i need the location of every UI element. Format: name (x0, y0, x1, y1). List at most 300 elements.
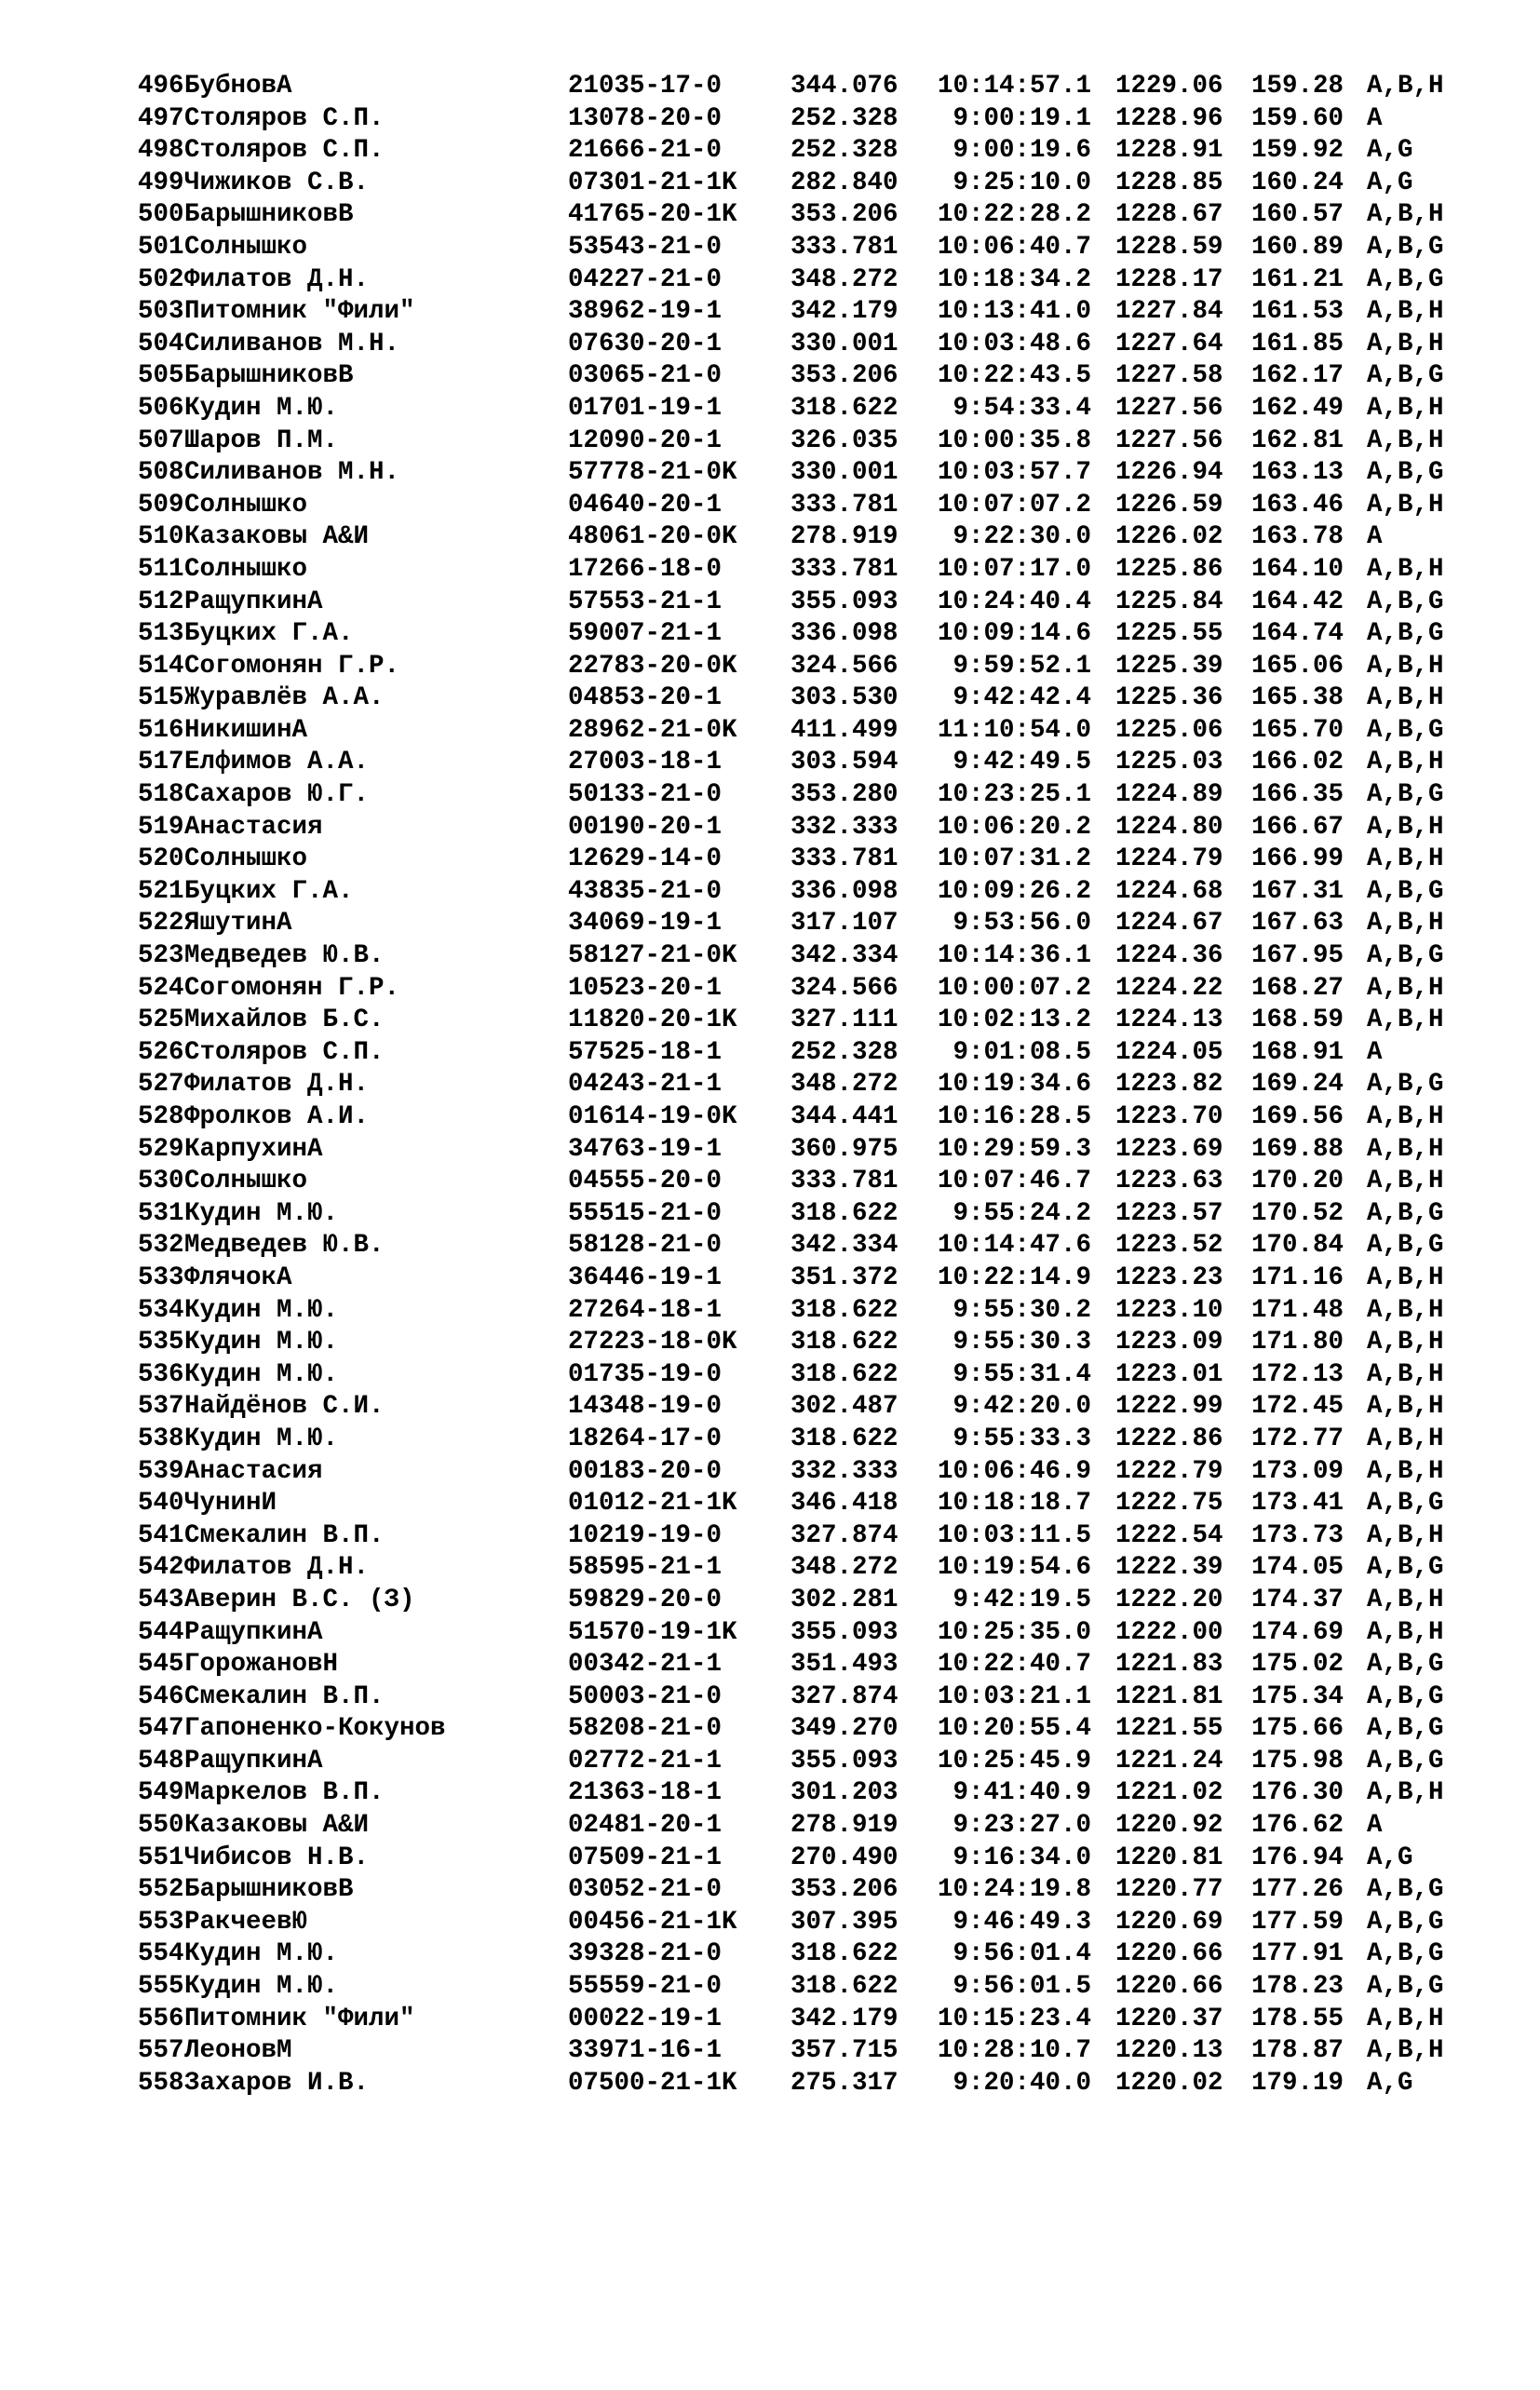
coefficient: 171.48 (1251, 1295, 1344, 1325)
class-codes: A,B,G (1367, 232, 1444, 262)
speed: 1220.77 (1115, 1875, 1223, 1905)
class-codes: A,B,H (1367, 2004, 1444, 2033)
coefficient: 173.73 (1251, 1520, 1344, 1550)
distance: 327.874 (790, 1520, 898, 1550)
table-row (138, 1037, 1383, 1070)
owner-name: Кудин М.Ю. (184, 1972, 339, 2002)
distance: 336.098 (790, 619, 898, 649)
arrival-time: 10:24:19.8 (937, 1875, 1091, 1905)
table-row (138, 682, 1444, 715)
ring-number: 59007-21-1 (568, 619, 723, 649)
owner-name: Солнышко (184, 554, 308, 584)
speed: 1227.84 (1115, 297, 1223, 327)
speed: 1220.66 (1115, 1939, 1223, 1969)
ring-number: 58127-21-0K (568, 941, 737, 971)
owner-name: Аверин В.С. (З) (184, 1585, 415, 1614)
class-codes: A,G (1367, 2068, 1413, 2098)
place-number: 532 (138, 1231, 184, 1261)
arrival-time: 10:19:34.6 (937, 1070, 1091, 1100)
table-row (138, 1456, 1444, 1489)
speed: 1222.99 (1115, 1392, 1223, 1422)
owner-name: Кудин М.Ю. (184, 1295, 339, 1325)
coefficient: 171.80 (1251, 1328, 1344, 1357)
table-row (138, 779, 1444, 812)
table-row (138, 199, 1444, 232)
table-row (138, 2035, 1444, 2068)
table-row (138, 940, 1444, 973)
class-codes: A,B,H (1367, 844, 1444, 874)
arrival-time: 10:03:48.6 (937, 329, 1091, 358)
class-codes: A,G (1367, 168, 1413, 197)
class-codes: A,B,H (1367, 1778, 1444, 1808)
class-codes: A,B,H (1367, 554, 1444, 584)
class-codes: A,B,H (1367, 1134, 1444, 1164)
place-number: 511 (138, 554, 184, 584)
ring-number: 10219-19-0 (568, 1520, 723, 1550)
table-row (138, 1520, 1444, 1553)
owner-name: Кудин М.Ю. (184, 1198, 339, 1228)
table-row (138, 1874, 1444, 1907)
place-number: 509 (138, 490, 184, 520)
owner-name: Филатов Д.Н. (184, 1553, 370, 1583)
ring-number: 00190-20-1 (568, 812, 723, 842)
coefficient: 176.94 (1251, 1843, 1344, 1872)
table-row (138, 1198, 1444, 1231)
coefficient: 177.59 (1251, 1907, 1344, 1937)
distance: 318.622 (790, 1328, 898, 1357)
owner-name: Кудин М.Ю. (184, 1359, 339, 1389)
owner-name: БубновА (184, 72, 292, 101)
arrival-time: 10:15:23.4 (937, 2004, 1091, 2033)
arrival-time: 9:42:19.5 (952, 1585, 1091, 1614)
ring-number: 18264-17-0 (568, 1424, 723, 1453)
speed: 1220.13 (1115, 2036, 1223, 2066)
table-row (138, 1713, 1444, 1746)
class-codes: A (1367, 1037, 1383, 1067)
owner-name: Солнышко (184, 1167, 308, 1196)
place-number: 529 (138, 1134, 184, 1164)
class-codes: A,B,G (1367, 1650, 1444, 1680)
distance: 411.499 (790, 715, 898, 745)
distance: 346.418 (790, 1489, 898, 1519)
arrival-time: 9:42:42.4 (952, 683, 1091, 713)
class-codes: A (1367, 103, 1383, 133)
speed: 1227.56 (1115, 425, 1223, 455)
speed: 1228.91 (1115, 136, 1223, 166)
coefficient: 174.69 (1251, 1617, 1344, 1647)
table-row (138, 329, 1444, 361)
place-number: 514 (138, 651, 184, 681)
distance: 360.975 (790, 1134, 898, 1164)
coefficient: 163.78 (1251, 522, 1344, 552)
arrival-time: 9:56:01.5 (952, 1972, 1091, 2002)
speed: 1222.00 (1115, 1617, 1223, 1647)
ring-number: 03052-21-0 (568, 1875, 723, 1905)
arrival-time: 10:25:35.0 (937, 1617, 1091, 1647)
class-codes: A,B,H (1367, 2036, 1444, 2066)
distance: 303.530 (790, 683, 898, 713)
speed: 1228.59 (1115, 232, 1223, 262)
ring-number: 13078-20-0 (568, 103, 723, 133)
class-codes: A,B,H (1367, 748, 1444, 777)
owner-name: Солнышко (184, 490, 308, 520)
ring-number: 17266-18-0 (568, 554, 723, 584)
class-codes: A,B,H (1367, 1328, 1444, 1357)
speed: 1225.55 (1115, 619, 1223, 649)
speed: 1228.17 (1115, 264, 1223, 294)
table-row (138, 71, 1444, 103)
distance: 344.441 (790, 1102, 898, 1131)
distance: 353.206 (790, 200, 898, 230)
table-row (138, 715, 1444, 748)
table-row (138, 618, 1444, 651)
distance: 275.317 (790, 2068, 898, 2098)
speed: 1220.92 (1115, 1811, 1223, 1841)
ring-number: 12090-20-1 (568, 425, 723, 455)
place-number: 500 (138, 200, 184, 230)
arrival-time: 9:41:40.9 (952, 1778, 1091, 1808)
owner-name: РащупкинА (184, 1746, 323, 1776)
speed: 1228.96 (1115, 103, 1223, 133)
owner-name: Журавлёв А.А. (184, 683, 385, 713)
place-number: 535 (138, 1328, 184, 1357)
class-codes: A,B,H (1367, 297, 1444, 327)
table-row (138, 360, 1444, 393)
place-number: 530 (138, 1167, 184, 1196)
distance: 332.333 (790, 1456, 898, 1486)
distance: 327.111 (790, 1006, 898, 1035)
place-number: 540 (138, 1489, 184, 1519)
owner-name: Найдёнов С.И. (184, 1392, 385, 1422)
arrival-time: 10:22:14.9 (937, 1263, 1091, 1292)
distance: 278.919 (790, 1811, 898, 1841)
owner-name: Солнышко (184, 232, 308, 262)
class-codes: A,B,G (1367, 780, 1444, 810)
class-codes: A,B,H (1367, 1295, 1444, 1325)
distance: 252.328 (790, 103, 898, 133)
distance: 301.203 (790, 1778, 898, 1808)
ring-number: 33971-16-1 (568, 2036, 723, 2066)
owner-name: Михайлов Б.С. (184, 1006, 385, 1035)
owner-name: НикишинА (184, 715, 308, 745)
coefficient: 175.98 (1251, 1746, 1344, 1776)
coefficient: 177.26 (1251, 1875, 1344, 1905)
owner-name: Столяров С.П. (184, 1037, 385, 1067)
ring-number: 01735-19-0 (568, 1359, 723, 1389)
table-row (138, 1681, 1444, 1714)
distance: 318.622 (790, 1295, 898, 1325)
coefficient: 161.21 (1251, 264, 1344, 294)
owner-name: Кудин М.Ю. (184, 1424, 339, 1453)
speed: 1225.06 (1115, 715, 1223, 745)
table-row (138, 1295, 1444, 1328)
class-codes: A,B,H (1367, 329, 1444, 358)
ring-number: 04227-21-0 (568, 264, 723, 294)
class-codes: A,B,H (1367, 1006, 1444, 1035)
place-number: 501 (138, 232, 184, 262)
arrival-time: 9:00:19.6 (952, 136, 1091, 166)
arrival-time: 9:59:52.1 (952, 651, 1091, 681)
class-codes: A,B,H (1367, 1392, 1444, 1422)
coefficient: 165.06 (1251, 651, 1344, 681)
arrival-time: 9:42:20.0 (952, 1392, 1091, 1422)
place-number: 506 (138, 393, 184, 423)
class-codes: A,G (1367, 136, 1413, 166)
class-codes: A,B,H (1367, 651, 1444, 681)
place-number: 525 (138, 1006, 184, 1035)
speed: 1220.81 (1115, 1843, 1223, 1872)
place-number: 524 (138, 973, 184, 1003)
coefficient: 160.89 (1251, 232, 1344, 262)
distance: 333.781 (790, 490, 898, 520)
arrival-time: 10:02:13.2 (937, 1006, 1091, 1035)
coefficient: 174.05 (1251, 1553, 1344, 1583)
distance: 332.333 (790, 812, 898, 842)
place-number: 556 (138, 2004, 184, 2033)
coefficient: 175.66 (1251, 1714, 1344, 1744)
coefficient: 176.30 (1251, 1778, 1344, 1808)
arrival-time: 10:19:54.6 (937, 1553, 1091, 1583)
table-row (138, 1938, 1444, 1971)
ring-number: 14348-19-0 (568, 1392, 723, 1422)
owner-name: Сахаров Ю.Г. (184, 780, 370, 810)
table-row (138, 1907, 1444, 1939)
table-row (138, 2004, 1444, 2036)
distance: 302.487 (790, 1392, 898, 1422)
speed: 1222.75 (1115, 1489, 1223, 1519)
speed: 1226.59 (1115, 490, 1223, 520)
table-row (138, 232, 1444, 264)
place-number: 505 (138, 361, 184, 391)
arrival-time: 10:07:07.2 (937, 490, 1091, 520)
ring-number: 53543-21-0 (568, 232, 723, 262)
distance: 333.781 (790, 1167, 898, 1196)
ring-number: 00342-21-1 (568, 1650, 723, 1680)
ring-number: 07509-21-1 (568, 1843, 723, 1872)
owner-name: Шаров П.М. (184, 425, 339, 455)
arrival-time: 10:03:57.7 (937, 458, 1091, 488)
coefficient: 169.24 (1251, 1070, 1344, 1100)
arrival-time: 9:25:10.0 (952, 168, 1091, 197)
ring-number: 41765-20-1K (568, 200, 737, 230)
arrival-time: 9:22:30.0 (952, 522, 1091, 552)
ring-number: 55515-21-0 (568, 1198, 723, 1228)
coefficient: 171.16 (1251, 1263, 1344, 1292)
distance: 317.107 (790, 909, 898, 938)
coefficient: 176.62 (1251, 1811, 1344, 1841)
coefficient: 166.35 (1251, 780, 1344, 810)
owner-name: РакчеевЮ (184, 1907, 308, 1937)
place-number: 534 (138, 1295, 184, 1325)
arrival-time: 9:23:27.0 (952, 1811, 1091, 1841)
coefficient: 166.99 (1251, 844, 1344, 874)
distance: 282.840 (790, 168, 898, 197)
place-number: 528 (138, 1102, 184, 1131)
distance: 324.566 (790, 651, 898, 681)
speed: 1224.80 (1115, 812, 1223, 842)
coefficient: 178.23 (1251, 1972, 1344, 2002)
distance: 349.270 (790, 1714, 898, 1744)
place-number: 498 (138, 136, 184, 166)
place-number: 523 (138, 941, 184, 971)
table-row (138, 1005, 1444, 1037)
coefficient: 170.20 (1251, 1167, 1344, 1196)
arrival-time: 10:25:45.9 (937, 1746, 1091, 1776)
owner-name: ГорожановН (184, 1650, 339, 1680)
class-codes: A,B,G (1367, 1681, 1444, 1711)
table-row (138, 1069, 1444, 1101)
table-row (138, 1488, 1444, 1520)
owner-name: ЛеоновМ (184, 2036, 292, 2066)
ring-number: 38962-19-1 (568, 297, 723, 327)
arrival-time: 9:55:33.3 (952, 1424, 1091, 1453)
ring-number: 01701-19-1 (568, 393, 723, 423)
speed: 1223.01 (1115, 1359, 1223, 1389)
table-row (138, 521, 1383, 554)
place-number: 539 (138, 1456, 184, 1486)
owner-name: Филатов Д.Н. (184, 264, 370, 294)
distance: 318.622 (790, 393, 898, 423)
coefficient: 179.19 (1251, 2068, 1344, 2098)
class-codes: A,B,G (1367, 1231, 1444, 1261)
coefficient: 168.59 (1251, 1006, 1344, 1035)
class-codes: A,B,H (1367, 973, 1444, 1003)
arrival-time: 9:42:49.5 (952, 748, 1091, 777)
place-number: 526 (138, 1037, 184, 1067)
distance: 278.919 (790, 522, 898, 552)
owner-name: Кудин М.Ю. (184, 393, 339, 423)
class-codes: A,B,H (1367, 1102, 1444, 1131)
owner-name: Фролков А.И. (184, 1102, 370, 1131)
owner-name: Буцких Г.А. (184, 619, 354, 649)
class-codes: A,B,G (1367, 587, 1444, 616)
class-codes: A,B,H (1367, 1456, 1444, 1486)
table-row (138, 554, 1444, 587)
arrival-time: 10:03:11.5 (937, 1520, 1091, 1550)
coefficient: 168.91 (1251, 1037, 1344, 1067)
ring-number: 00183-20-0 (568, 1456, 723, 1486)
speed: 1224.36 (1115, 941, 1223, 971)
class-codes: A,B,G (1367, 1714, 1444, 1744)
class-codes: A,B,H (1367, 1167, 1444, 1196)
coefficient: 161.53 (1251, 297, 1344, 327)
place-number: 547 (138, 1714, 184, 1744)
distance: 252.328 (790, 1037, 898, 1067)
class-codes: A,B,H (1367, 200, 1444, 230)
distance: 307.395 (790, 1907, 898, 1937)
table-row (138, 393, 1444, 425)
distance: 302.281 (790, 1585, 898, 1614)
speed: 1223.23 (1115, 1263, 1223, 1292)
class-codes: A (1367, 522, 1383, 552)
distance: 318.622 (790, 1424, 898, 1453)
place-number: 527 (138, 1070, 184, 1100)
owner-name: Кудин М.Ю. (184, 1939, 339, 1969)
speed: 1223.82 (1115, 1070, 1223, 1100)
ring-number: 21363-18-1 (568, 1778, 723, 1808)
class-codes: A,B,H (1367, 425, 1444, 455)
owner-name: Казаковы А&И (184, 1811, 370, 1841)
arrival-time: 10:22:28.2 (937, 200, 1091, 230)
owner-name: Анастасия (184, 812, 323, 842)
ring-number: 57778-21-0K (568, 458, 737, 488)
arrival-time: 9:16:34.0 (952, 1843, 1091, 1872)
distance: 348.272 (790, 1070, 898, 1100)
speed: 1223.69 (1115, 1134, 1223, 1164)
table-row (138, 1134, 1444, 1167)
owner-name: Столяров С.П. (184, 103, 385, 133)
class-codes: A,B,G (1367, 1907, 1444, 1937)
ring-number: 55559-21-0 (568, 1972, 723, 2002)
arrival-time: 9:54:33.4 (952, 393, 1091, 423)
arrival-time: 9:55:24.2 (952, 1198, 1091, 1228)
speed: 1220.02 (1115, 2068, 1223, 2098)
class-codes: A,B,H (1367, 1359, 1444, 1389)
ring-number: 21035-17-0 (568, 72, 723, 101)
coefficient: 165.70 (1251, 715, 1344, 745)
speed: 1221.02 (1115, 1778, 1223, 1808)
speed: 1224.79 (1115, 844, 1223, 874)
arrival-time: 10:14:57.1 (937, 72, 1091, 101)
owner-name: Солнышко (184, 844, 308, 874)
arrival-time: 10:07:46.7 (937, 1167, 1091, 1196)
table-row (138, 490, 1444, 522)
owner-name: Медведев Ю.В. (184, 941, 385, 971)
class-codes: A,B,G (1367, 1070, 1444, 1100)
coefficient: 178.87 (1251, 2036, 1344, 2066)
speed: 1224.89 (1115, 780, 1223, 810)
place-number: 537 (138, 1392, 184, 1422)
distance: 318.622 (790, 1359, 898, 1389)
ring-number: 28962-21-0K (568, 715, 737, 745)
arrival-time: 9:56:01.4 (952, 1939, 1091, 1969)
distance: 318.622 (790, 1972, 898, 2002)
owner-name: Медведев Ю.В. (184, 1231, 385, 1261)
place-number: 542 (138, 1553, 184, 1583)
distance: 318.622 (790, 1198, 898, 1228)
class-codes: A,B,H (1367, 909, 1444, 938)
table-row (138, 2068, 1413, 2100)
speed: 1224.05 (1115, 1037, 1223, 1067)
class-codes: A,G (1367, 1843, 1413, 1872)
distance: 326.035 (790, 425, 898, 455)
ring-number: 57525-18-1 (568, 1037, 723, 1067)
arrival-time: 10:14:47.6 (937, 1231, 1091, 1261)
ring-number: 58595-21-1 (568, 1553, 723, 1583)
owner-name: Анастасия (184, 1456, 323, 1486)
distance: 330.001 (790, 329, 898, 358)
distance: 318.622 (790, 1939, 898, 1969)
arrival-time: 10:16:28.5 (937, 1102, 1091, 1131)
owner-name: Маркелов В.П. (184, 1778, 385, 1808)
ring-number: 10523-20-1 (568, 973, 723, 1003)
place-number: 533 (138, 1263, 184, 1292)
place-number: 510 (138, 522, 184, 552)
speed: 1224.13 (1115, 1006, 1223, 1035)
arrival-time: 9:55:31.4 (952, 1359, 1091, 1389)
distance: 342.334 (790, 941, 898, 971)
owner-name: Гапоненко-Кокунов (184, 1714, 446, 1744)
table-row (138, 747, 1444, 779)
speed: 1224.68 (1115, 876, 1223, 906)
owner-name: Смекалин В.П. (184, 1520, 385, 1550)
place-number: 554 (138, 1939, 184, 1969)
place-number: 549 (138, 1778, 184, 1808)
distance: 357.715 (790, 2036, 898, 2066)
speed: 1220.37 (1115, 2004, 1223, 2033)
distance: 342.179 (790, 297, 898, 327)
speed: 1221.81 (1115, 1681, 1223, 1711)
